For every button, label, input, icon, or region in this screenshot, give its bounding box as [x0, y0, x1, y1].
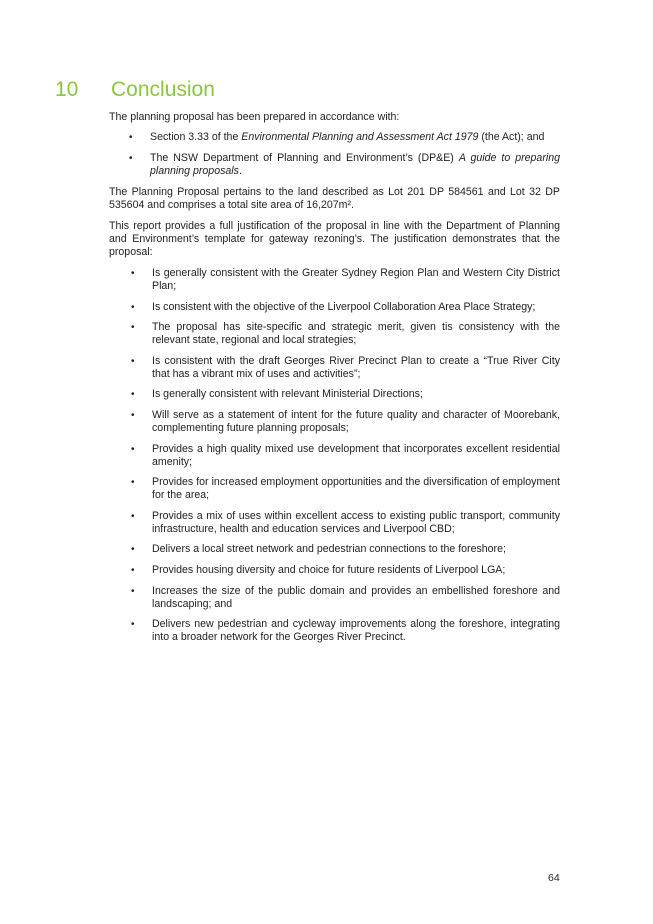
list-item: • Is consistent with the objective of the Liverpool Collaboration Area Place Strategy;	[131, 300, 536, 313]
list-item: • The proposal has site-specific and strategic merit, given tis consistency with the relevant state, regional and local strategies;	[131, 321, 560, 347]
list-item: • Provides a mix of uses within excellent access to existing public transport, community infrastructure, health and education services and Liverpool CBD;	[131, 509, 560, 535]
section-number: 10	[55, 78, 79, 101]
proposal-merits-list	[131, 267, 560, 644]
bullet-icon: •	[131, 389, 135, 401]
bullet-icon: •	[131, 443, 135, 455]
intro-paragraph: The planning proposal has been prepared in accordance with:	[109, 111, 400, 123]
land-description-paragraph: The Planning Proposal pertains to the land described as Lot 201 DP 584561 and Lot 32 DP 535604 and comprises a total site area of 16,207m².	[109, 186, 560, 211]
list-item: • Is generally consistent with the Greater Sydney Region Plan and Western City District Plan;	[131, 267, 560, 292]
bullet-icon: •	[129, 153, 133, 164]
list-item: • Will serve as a statement of intent for the future quality and character of Moorebank, complementing future planning proposals;	[131, 408, 560, 434]
bullet-icon: •	[131, 544, 135, 556]
list-item: • Delivers a local street network and pedestrian connections to the foreshore;	[131, 543, 506, 556]
bullet-icon: •	[131, 619, 135, 631]
list-item: • Provides for increased employment opportunities and the diversification of employment for the area;	[131, 476, 560, 502]
justification-paragraph: This report provides a full justification of the proposal in line with the Department of Planning and Environment’s template for gateway rezoning’s. The justification demonstrates that the proposal:	[109, 220, 560, 258]
bullet-icon: •	[131, 268, 135, 279]
list-item: • Provides housing diversity and choice for future residents of Liverpool LGA;	[131, 563, 506, 576]
bullet-icon: •	[131, 564, 135, 576]
list-item: • The NSW Department of Planning and Environment’s (DP&E) A guide to preparing planning proposals.	[129, 152, 560, 177]
section-body	[109, 111, 560, 652]
bullet-icon: •	[131, 301, 135, 313]
bullet-icon: •	[131, 355, 135, 367]
list-item: • Increases the size of the public domain and provides an embellished foreshore and landscaping; and	[131, 584, 560, 610]
section-heading	[55, 78, 215, 102]
bullet-icon: •	[131, 585, 135, 597]
bullet-icon: •	[131, 322, 135, 334]
bullet-icon: •	[131, 477, 135, 489]
bullet-icon: •	[131, 409, 135, 421]
page-number: 64	[548, 872, 560, 884]
bullet-icon: •	[129, 132, 133, 143]
accordance-list	[129, 131, 560, 178]
bullet-icon: •	[131, 510, 135, 522]
list-item: • Is generally consistent with relevant Ministerial Directions;	[131, 388, 423, 401]
list-item: • Provides a high quality mixed use development that incorporates excellent residential amenity;	[131, 442, 560, 468]
section-title: Conclusion	[111, 78, 215, 101]
list-item: • Section 3.33 of the Environmental Planning and Assessment Act 1979 (the Act); and	[129, 131, 545, 143]
list-item: • Is consistent with the draft Georges River Precinct Plan to create a “True River City that has a vibrant mix of uses and activities”;	[131, 354, 560, 380]
list-item: • Delivers new pedestrian and cycleway improvements along the foreshore, integrating into a broader network for the Georges River Precinct.	[131, 618, 560, 644]
